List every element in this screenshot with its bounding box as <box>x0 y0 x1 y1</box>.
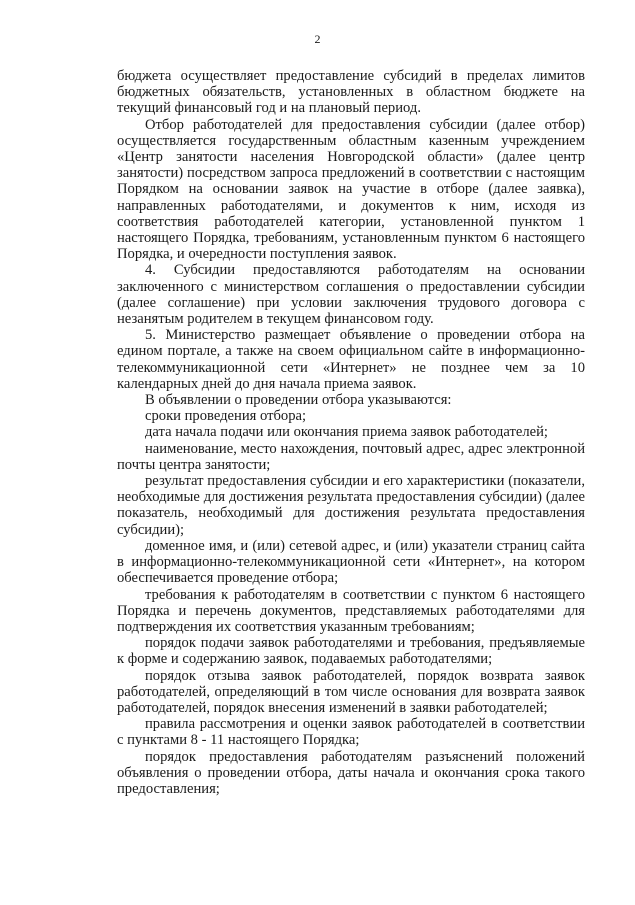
paragraph: требования к работодателям в соответствии с пунктом 6 настоящего Порядка и перечень документов, представляемых работодателями для подтверждения их соответствия указанным требованиям; <box>117 586 585 635</box>
page-number: 2 <box>314 32 321 46</box>
paragraph: правила рассмотрения и оценки заявок работодателей в соответствии с пунктами 8 - 11 настоящего Порядка; <box>117 716 585 749</box>
paragraph: 5. Министерство размещает объявление о проведении отбора на едином портале, а также на своем официальном сайте в информационно-телекоммуникационной сети «Интернет» не позднее чем за 10 календарных дней до дня начала приема заявок. <box>117 327 585 392</box>
paragraph: дата начала подачи или окончания приема заявок работодателей; <box>145 424 548 441</box>
paragraph: результат предоставления субсидии и его характеристики (показатели, необходимые для достижения результата предоставления субсидии) (далее показатель, необходимый для достижения результата предоставления субсидии); <box>117 473 585 538</box>
paragraph: В объявлении о проведении отбора указываются: <box>145 392 452 409</box>
paragraph: наименование, место нахождения, почтовый адрес, адрес электронной почты центра занятости; <box>117 440 585 473</box>
paragraph: доменное имя, и (или) сетевой адрес, и (или) указатели страниц сайта в информационно-телекоммуникационной сети «Интернет», на котором обеспечивается проведение отбора; <box>117 537 585 587</box>
paragraph: порядок отзыва заявок работодателей, порядок возврата заявок работодателей, определяющий в том числе основания для возврата заявок работодателей, порядок внесения изменений в заявки работодателей; <box>117 667 585 716</box>
paragraph: 4. Субсидии предоставляются работодателям на основании заключенного с министерством соглашения о предоставлении субсидии (далее соглашение) при условии заключения трудового договора с незанятым родителем в текущем финансовом году. <box>117 262 585 328</box>
document-body <box>117 68 585 797</box>
paragraph: сроки проведения отбора; <box>145 408 307 425</box>
paragraph: порядок подачи заявок работодателями и требования, предъявляемые к форме и содержанию заявок, подаваемых работодателями; <box>117 635 585 668</box>
paragraph: бюджета осуществляет предоставление субсидий в пределах лимитов бюджетных обязательств, установленных в областном бюджете на текущий финансовый год и на плановый период. <box>117 68 585 117</box>
paragraph: порядок предоставления работодателям разъяснений положений объявления о проведении отбора, даты начала и окончания срока такого предоставления; <box>117 748 585 797</box>
paragraph: Отбор работодателей для предоставления субсидии (далее отбор) осуществляется государственным областным казенным учреждением «Центр занятости населения Новгородской области» (далее центр занятости) посредством запроса предложений в соответствии с настоящим Порядком на основании заявок на участие в отборе (далее заявка), направленных работодателями, и документов к ним, исходя из соответствия работодателей категории, установленной пунктом 1 настоящего Порядка, требованиям, установленным пунктом 6 настоящего Порядка, и очередности поступления заявок. <box>117 116 585 263</box>
